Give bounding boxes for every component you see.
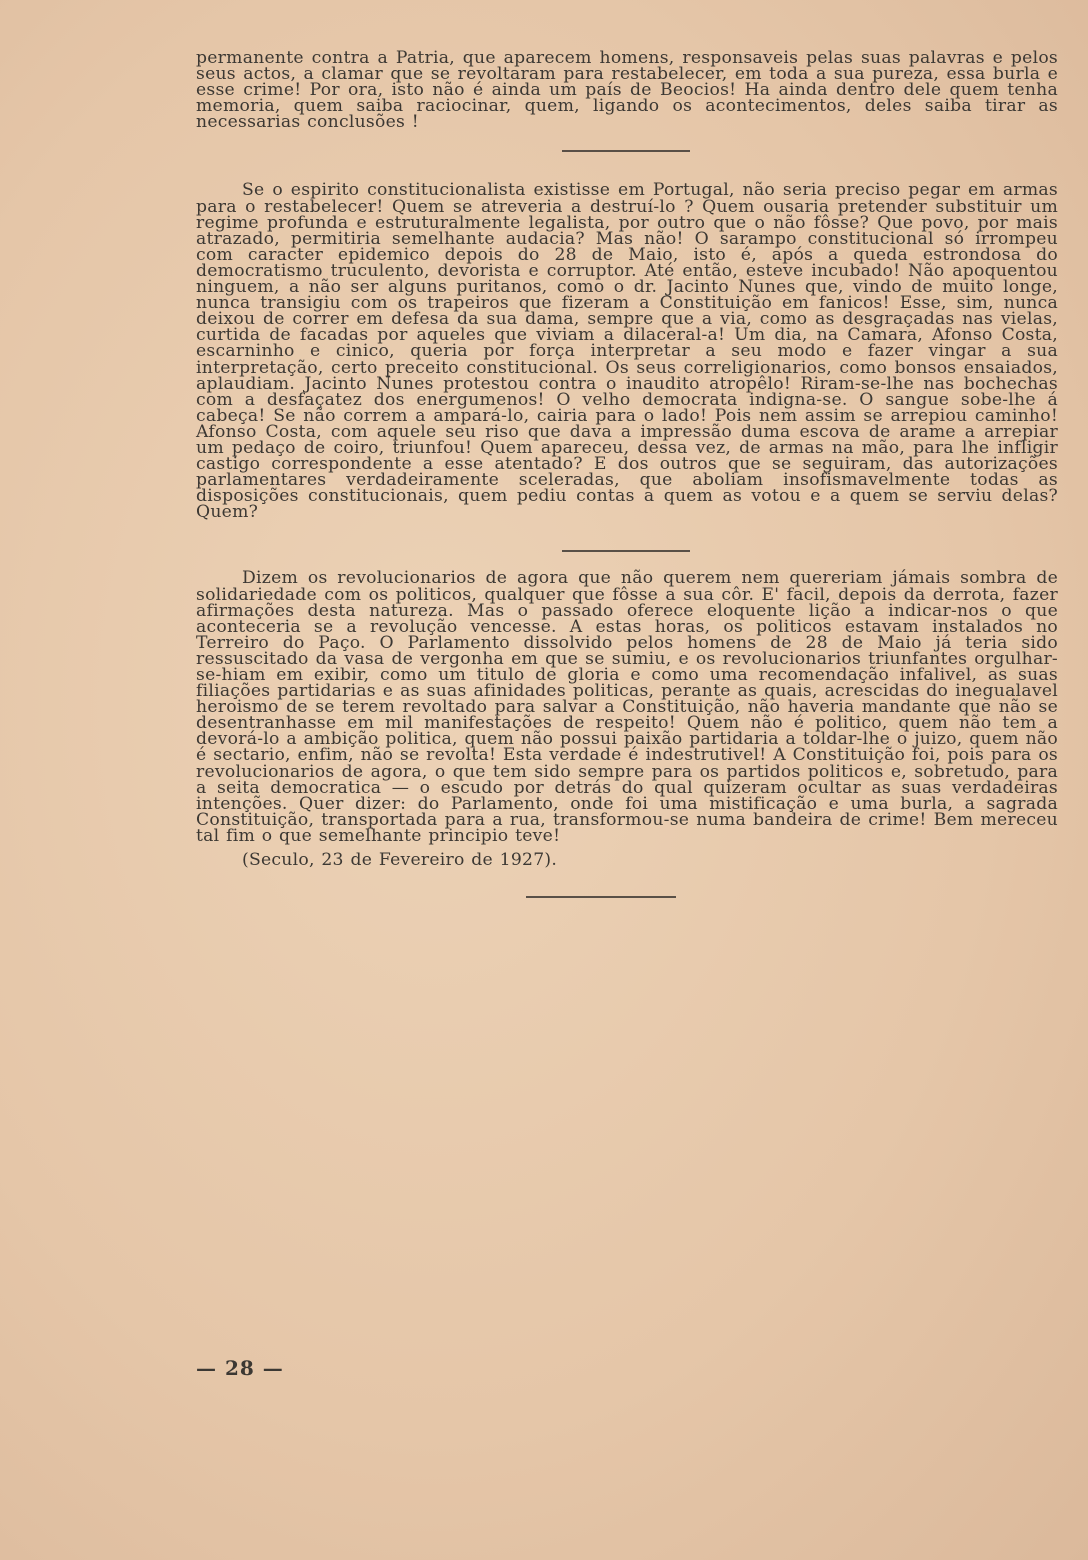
source-citation: (Seculo, 23 de Fevereiro de 1927). [242,850,558,871]
paragraph-2: Se o espirito constitucionalista existisse em Portugal, não seria preciso pegar em armas para o restabelecer! Quem se atreveria a destruí-lo ? Quem ousaria pretender substituir um regime profunda e estruturalmente legalista, por outro que o não fôsse? Que povo, por mais atrazado, permitiria semelhante audacia? Mas não! O sarampo constitucional só irrompeu com caracter epidemico depois do 28 de Maio, isto é, após a queda estrondosa do democratismo truculento, devorista e corruptor. Até então, esteve incubado! Não apoquentou ninguem, a não ser alguns puritanos, como o dr. Jacinto Nunes que, vindo de muito longe, nunca transigiu com os trapeiros que fizeram a Constituição em fanicos! Esse, sim, nunca deixou de correr em defesa da sua dama, sempre que a via, como as desgraçadas nas vielas, curtida de facadas por aqueles que viviam a dilaceral-a! Um dia, na Camara, Afonso Costa, escarninho e cinico, queria por força interpretar a seu modo e fazer vingar a sua interpretação, certo preceito constitucional. Os seus correligionarios, como bonsos ensaiados, aplaudiam. Jacinto Nunes protestou contra o inaudito atropêlo! Riram-se-lhe nas bochechas com a desfaçatez dos energumenos! O velho democrata indigna-se. O sangue sobe-lhe á cabeça! Se não correm a ampará-lo, cairia para o lado! Pois nem assim se arrepiou caminho! Afonso Costa, com aquele seu riso que dava a impressão duma escova de arame a arrepiar um pedaço de coiro, triunfou! Quem apareceu, dessa vez, de armas na mão, para lhe infligir castigo correspondente a esse atentado? E dos outros que se seguiram, das autorizações parlamentares verdadeiramente sceleradas, que aboliam insofismavelmente todas as disposições constitucionais, quem pediu contas a quem as votou e a quem se serviu delas? Quem? [196,180,1058,523]
section-divider [562,150,690,152]
end-divider [526,896,676,898]
document-page [196,50,1058,898]
section-divider [562,550,690,552]
paragraph-1: permanente contra a Patria, que aparecem homens, responsaveis pelas suas palavras e pelos seus actos, a clamar que se revoltaram para restabelecer, em toda a sua pureza, essa burla e esse crime! Por ora, isto não é ainda um país de Beocios! Ha ainda dentro dele quem tenha memoria, quem saiba raciocinar, quem, ligando os acontecimentos, deles saiba tirar as necessarias conclusões ! [196,48,1058,133]
page-number: — 28 — [196,1356,284,1380]
paragraph-3: Dizem os revolucionarios de agora que não querem nem quereriam jámais sombra de solidariedade com os politicos, qualquer que fôsse a sua côr. E' facil, depois da derrota, fazer afirmações desta natureza. Mas o passado oferece eloquente lição a indicar-nos o que aconteceria se a revolução vencesse. A estas horas, os politicos estavam instalados no Terreiro do Paço. O Parlamento dissolvido pelos homens de 28 de Maio já teria sido ressuscitado da vasa de vergonha em que se sumiu, e os revolucionarios triunfantes orgulhar-se-hiam em exibir, como um titulo de gloria e como uma recomendação infalivel, as suas filiações partidarias e as suas afinidades politicas, perante as quais, acrescidas do inegualavel heroismo de se terem revoltado para salvar a Constituição, não haveria mandante que não se desentranhasse em mil manifestações de respeito! Quem não é politico, quem não tem a devorá-lo a ambição politica, quem não possui paixão partidaria a toldar-lhe o juizo, quem não é sectario, enfim, não se revolta! Esta verdade é indestrutivel! A Constituição foi, pois para os revolucionarios de agora, o que tem sido sempre para os partidos politicos e, sobretudo, para a seita democratica — o escudo por detrás do qual quizeram ocultar as suas verdadeiras intenções. Quer dizer: do Parlamento, onde foi uma mistificação e uma burla, a sagrada Constituição, transportada para a rua, transformou-se numa bandeira de crime! Bem mereceu tal fim o que semelhante principio teve! [196,568,1058,846]
